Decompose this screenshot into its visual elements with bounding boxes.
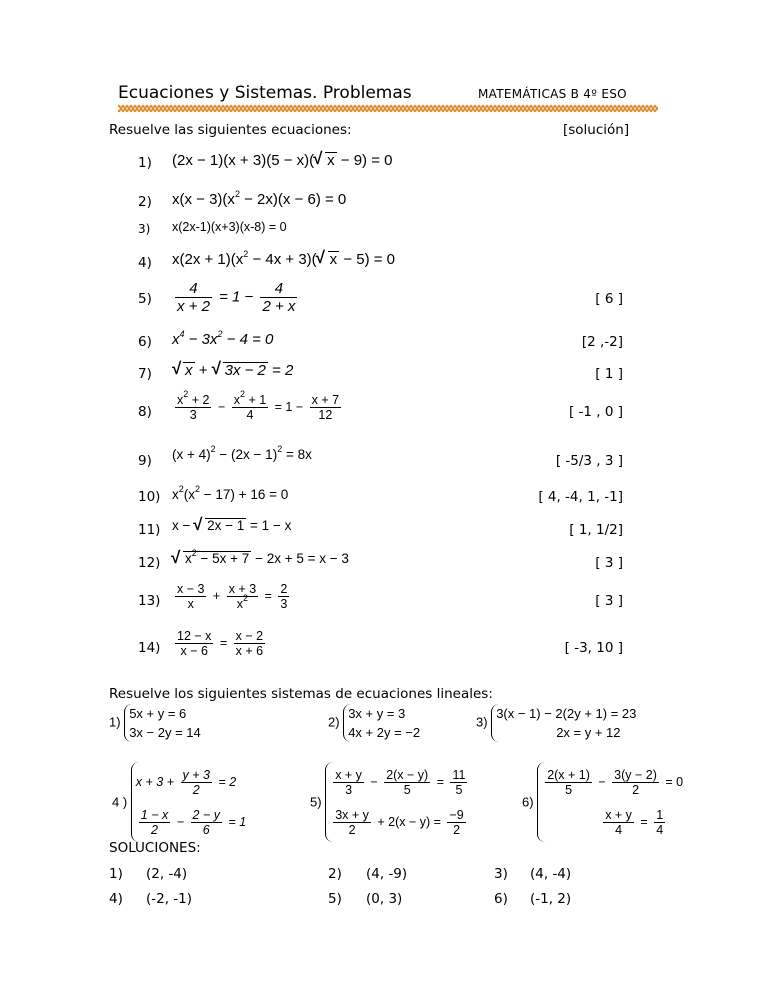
solution-value: (-1, 2) — [530, 891, 572, 907]
equation-number: 1) — [138, 155, 152, 171]
equation-3: x(2x-1)(x+3)(x-8) = 0 — [172, 220, 287, 234]
equation-6: $x^4 - 3x^2 - 4 = 0$ — [172, 329, 274, 348]
solution-value: (2, -4) — [146, 866, 188, 882]
system-number: 4 ) — [112, 794, 128, 810]
solution-number: 1) — [109, 866, 123, 882]
section-intro: Resuelve las siguientes ecuaciones: — [109, 122, 352, 138]
solution-value: (-2, -1) — [146, 891, 193, 907]
system-line: 3(x − 1) − 2(2y + 1) = 23 — [496, 706, 637, 721]
system-number: 3) — [476, 714, 488, 730]
solution-number: 4) — [109, 891, 123, 907]
system-line: 4x + 2y = −2 — [348, 725, 421, 740]
answer: [ 6 ] — [595, 291, 623, 307]
answer: [ -5/3 , 3 ] — [555, 453, 623, 469]
equation-13: $\frac{x - 3}{x}$ + $\frac{x + 3}{x^2}$ = $\frac{2}{3}$ — [177, 582, 288, 612]
equation-number: 13) — [138, 593, 161, 609]
solution-value: (4, -4) — [530, 866, 572, 882]
equation-number: 12) — [138, 555, 161, 571]
system-2 — [328, 704, 420, 742]
solution-number: 5) — [328, 891, 342, 907]
equation-9: $(x + 4)^2 - (2x - 1)^2 = 8x$ — [172, 444, 312, 462]
equation-number: 8) — [138, 404, 152, 420]
equation-10: $x^2(x^2 - 17) + 16 = 0$ — [172, 484, 289, 502]
subject-label: MATEMÁTICAS B 4º ESO — [478, 87, 627, 101]
system-line: 2x = y + 12 — [556, 725, 621, 740]
equation-12: √ $x^2 - 5x + 7 - 2x + 5 = x - 3$ — [172, 551, 349, 567]
system-number: 5) — [310, 794, 322, 810]
solution-value: (4, -9) — [366, 866, 408, 882]
solutions-title: SOLUCIONES: — [109, 840, 201, 856]
equation-number: 10) — [138, 489, 161, 505]
solution-number: 6) — [494, 891, 508, 907]
equation-8: $\frac{x^2 + 2}{3}$ − $\frac{x^2 + 1}{4}$ = 1 − $\frac{x + 7}{12}$ — [177, 389, 340, 423]
system-6: 6) $\frac{2(x + 1)}{5}$ − $\frac{3(y - 2)}{2}$ = 0 $\frac{x + y}{4}$ = $\frac{1}{4}$ — [522, 762, 683, 842]
equation-1: (2x − 1)(x + 3)(5 − x)(√ x − 9) = 0 — [172, 152, 393, 170]
solution-value: (0, 3) — [366, 891, 403, 907]
equation-number: 11) — [138, 522, 161, 538]
answer: [ 3 ] — [595, 555, 623, 571]
system-number: 6) — [522, 794, 534, 810]
equation-number: 9) — [138, 453, 152, 469]
system-line: 3x + y = 3 — [348, 706, 406, 721]
wavy-divider — [118, 104, 658, 113]
answer: [ 1 ] — [595, 366, 623, 382]
equation-number: 4) — [138, 255, 152, 271]
equation-11: x − √ 2x − 1 = 1 − x — [172, 518, 291, 534]
equation-number: 2) — [138, 194, 152, 210]
equation-4: $x(2x + 1)(x^2 - 4x + 3)(√$ x − 5) = 0 — [172, 251, 395, 269]
equation-number: 5) — [138, 291, 152, 307]
equation-5: $\frac{4}{x + 2}$ = 1 − $\frac{4}{2 + x}$ — [177, 280, 296, 316]
equation-number: 3) — [138, 222, 151, 236]
equation-14: $\frac{12 - x}{x - 6}$ = $\frac{x - 2}{x + 6}$ — [177, 629, 264, 659]
system-line: 5x + y = 6 — [129, 706, 187, 721]
answer: [ -3, 10 ] — [564, 640, 623, 656]
system-4: 4 ) x + 3 + $\frac{y + 3}{2}$ = 2 $\frac{1 - x}{2}$ − $\frac{2 - y}{6}$ = 1 — [112, 762, 246, 842]
equation-number: 6) — [138, 334, 152, 350]
system-line: 3x − 2y = 14 — [129, 725, 201, 740]
system-number: 2) — [328, 714, 340, 730]
equation-number: 7) — [138, 366, 152, 382]
system-number: 1) — [109, 714, 121, 730]
section-intro: Resuelve los siguientes sistemas de ecuaciones lineales: — [109, 686, 493, 702]
solution-number: 2) — [328, 866, 342, 882]
solution-header: [solución] — [563, 122, 630, 138]
equation-number: 14) — [138, 640, 161, 656]
solution-number: 3) — [494, 866, 508, 882]
document-title: Ecuaciones y Sistemas. Problemas — [118, 83, 412, 103]
answer: [ 4, -4, 1, -1] — [538, 489, 623, 505]
equation-2: $x(x - 3)(x^2 - 2x)(x - 6) = 0$ — [172, 189, 347, 208]
answer: [ 3 ] — [595, 593, 623, 609]
system-5: 5) $\frac{x + y}{3}$ − $\frac{2(x - y)}{5}$ = $\frac{11}{5}$ $\frac{3x + y}{2}$ + 2(x − y) = $\frac{-9}{2}$ — [310, 762, 470, 842]
answer: [2 ,-2] — [581, 334, 623, 350]
equation-7: √ x + √ 3x − 2 = 2 — [172, 362, 293, 380]
system-1 — [109, 704, 201, 742]
system-3 — [476, 704, 636, 742]
answer: [ -1 , 0 ] — [568, 404, 623, 420]
answer: [ 1, 1/2] — [569, 522, 623, 538]
